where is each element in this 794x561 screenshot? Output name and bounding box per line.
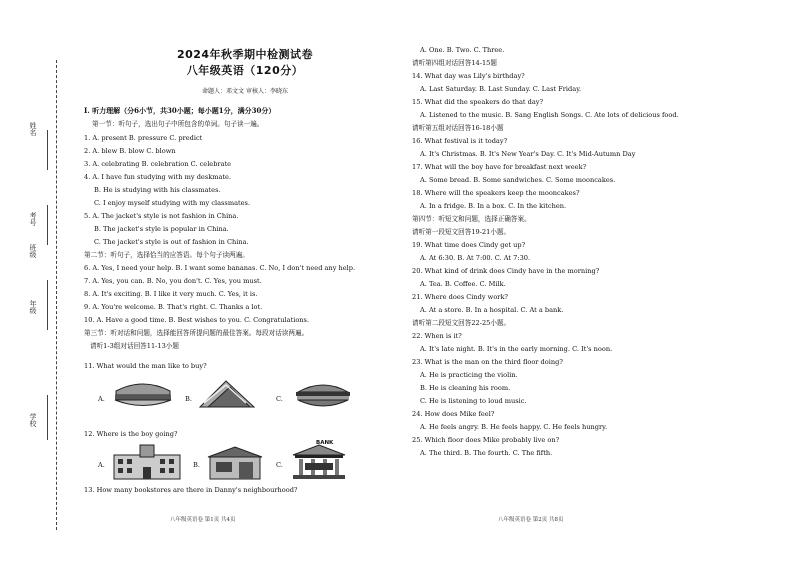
sandwich-picture [112, 377, 174, 411]
question-17: 17. What will the boy have for breakfast next week? [412, 163, 587, 171]
section3-subinstruction: 请听1-3组对话回答11-13小题 [90, 342, 179, 350]
grade-label: 年级 [29, 300, 37, 314]
question-15: 15. What did the speakers do that day? [412, 98, 544, 106]
store-picture [206, 445, 264, 481]
question-20: 20. What kind of drink does Cindy have in the morning? [412, 267, 600, 275]
bank-picture [291, 443, 347, 481]
question-18: 18. Where will the speakers keep the mooncakes? [412, 189, 580, 197]
exam-subtitle: 八年级英语（120分） [186, 64, 304, 77]
q13-options: A. One. B. Two. C. Three. [420, 46, 505, 54]
grade-field [47, 280, 48, 330]
question-24: 24. How does Mike feel? [412, 410, 495, 418]
question-14: 14. What day was Lily's birthday? [412, 72, 525, 80]
q11-option-c-label: C. [276, 395, 283, 403]
question-1: 1. A. present B. pressure C. predict [84, 134, 203, 142]
sandwiches-picture [198, 377, 256, 411]
q15-options: A. Listened to the music. B. Sang English Songs. C. Ate lots of delicious food. [420, 111, 679, 119]
question-13: 13. How many bookstores are there in Danny's neighbourhood? [84, 486, 298, 494]
q11-option-b-label: B. [185, 395, 192, 403]
section1-instruction: 第一节：听句子，选出句子中所包含的单词。句子读一遍。 [92, 120, 264, 128]
question-5b: B. The jacket's style is popular in China. [94, 225, 229, 233]
question-4b: B. He is studying with his classmates. [94, 186, 221, 194]
part1-heading: I. 听力理解（分6小节，共30小题；每小题1分，满分30分） [84, 106, 276, 115]
question-8: 8. A. It's exciting. B. I like it very much. C. Yes, it is. [84, 290, 258, 298]
q21-options: A. At a store. B. In a hospital. C. At a bank. [420, 306, 564, 314]
q14-options: A. Last Saturday. B. Last Sunday. C. Last Friday. [420, 85, 582, 93]
question-3: 3. A. celebrating B. celebration C. celebrate [84, 160, 232, 168]
question-5a: 5. A. The jacket's style is not fashion in China. [84, 212, 239, 220]
q20-options: A. Tea. B. Coffee. C. Milk. [420, 280, 506, 288]
q12-option-b-label: B. [193, 461, 200, 469]
section5-instruction: 请听第五组对话回答16-18小题 [412, 124, 504, 132]
exam-title: 2024年秋季期中检测试卷 [176, 48, 314, 61]
question-4c: C. I enjoy myself studying with my classmates. [94, 199, 251, 207]
bank-sign: BANK [316, 440, 334, 446]
question-16: 16. What festival is it today? [412, 137, 508, 145]
q23-option-c: C. He is listening to loud music. [420, 397, 527, 405]
question-12: 12. Where is the boy going? [84, 430, 178, 438]
class-label: 班级 [29, 244, 37, 258]
question-19: 19. What time does Cindy get up? [412, 241, 526, 249]
exam-number-label: 考号 [29, 212, 37, 226]
question-5c: C. The jacket's style is out of fashion in China. [94, 238, 249, 246]
section3-instruction: 第三节：听对话和问题，选择能回答所提问题的最佳答案。每段对话读两遍。 [84, 329, 309, 337]
question-6: 6. A. Yes, I need your help. B. I want some bananas. C. No, I don't need any help. [84, 264, 356, 272]
question-2: 2. A. blew B. blow C. blown [84, 147, 176, 155]
section2-instruction: 第二节：听句子，选择恰当的应答语。每个句子读两遍。 [84, 251, 249, 259]
question-25: 25. Which floor does Mike probably live on? [412, 436, 560, 444]
q23-option-b: B. He is cleaning his room. [420, 384, 511, 392]
school-field [47, 395, 48, 440]
question-11: 11. What would the man like to buy? [84, 362, 207, 370]
q19-options: A. At 6:30. B. At 7:00. C. At 7:30. [420, 254, 531, 262]
question-10: 10. A. Have a good time. B. Best wishes to you. C. Congratulations. [84, 316, 310, 324]
name-label: 姓名 [29, 122, 37, 136]
page-footer-left: 八年级英语卷 第1页 共4页 [170, 517, 236, 523]
question-7: 7. A. Yes, you can. B. No, you don't. C. Yes, you must. [84, 277, 262, 285]
question-22: 22. When is it? [412, 332, 462, 340]
q25-options: A. The third. B. The fourth. C. The fifth. [420, 449, 553, 457]
section6-subinstruction: 请听第一段短文回答19-21小题。 [412, 228, 511, 236]
question-9: 9. A. You're welcome. B. That's right. C. Thanks a lot. [84, 303, 263, 311]
q16-options: A. It's Christmas. B. It's New Year's Day. C. It's Mid-Autumn Day [420, 150, 636, 158]
q23-option-a: A. He is practicing the violin. [420, 371, 518, 379]
section6-instruction: 第四节：听短文和问题，选择正确答案。 [412, 215, 531, 223]
exam-authors: 命题人：邓文文 审核人：李晓东 [202, 88, 288, 95]
section7-instruction: 请听第二段短文回答22-25小题。 [412, 319, 511, 327]
school-building-picture [112, 443, 182, 481]
hamburger-picture [294, 380, 352, 410]
question-21: 21. Where does Cindy work? [412, 293, 508, 301]
section4-instruction: 请听第四组对话回答14-15题 [412, 59, 497, 67]
q12-option-a-label: A. [98, 461, 105, 469]
q11-option-a-label: A. [98, 395, 105, 403]
q12-option-c-label: C. [276, 461, 283, 469]
name-field [47, 130, 48, 170]
exam-number-field [47, 205, 48, 245]
q22-options: A. It's late night. B. It's in the early morning. C. It's noon. [420, 345, 613, 353]
q24-options: A. He feels angry. B. He feels happy. C. He feels hungry. [420, 423, 608, 431]
page-footer-right: 八年级英语卷 第2页 共8页 [498, 517, 564, 523]
school-label: 学校 [29, 413, 37, 427]
question-23: 23. What is the man on the third floor doing? [412, 358, 563, 366]
question-4a: 4. A. I have fun studying with my deskmate. [84, 173, 232, 181]
q17-options: A. Some bread. B. Some sandwiches. C. Some mooncakes. [420, 176, 616, 184]
binding-line [56, 60, 57, 530]
q18-options: A. In a fridge. B. In a box. C. In the kitchen. [420, 202, 567, 210]
